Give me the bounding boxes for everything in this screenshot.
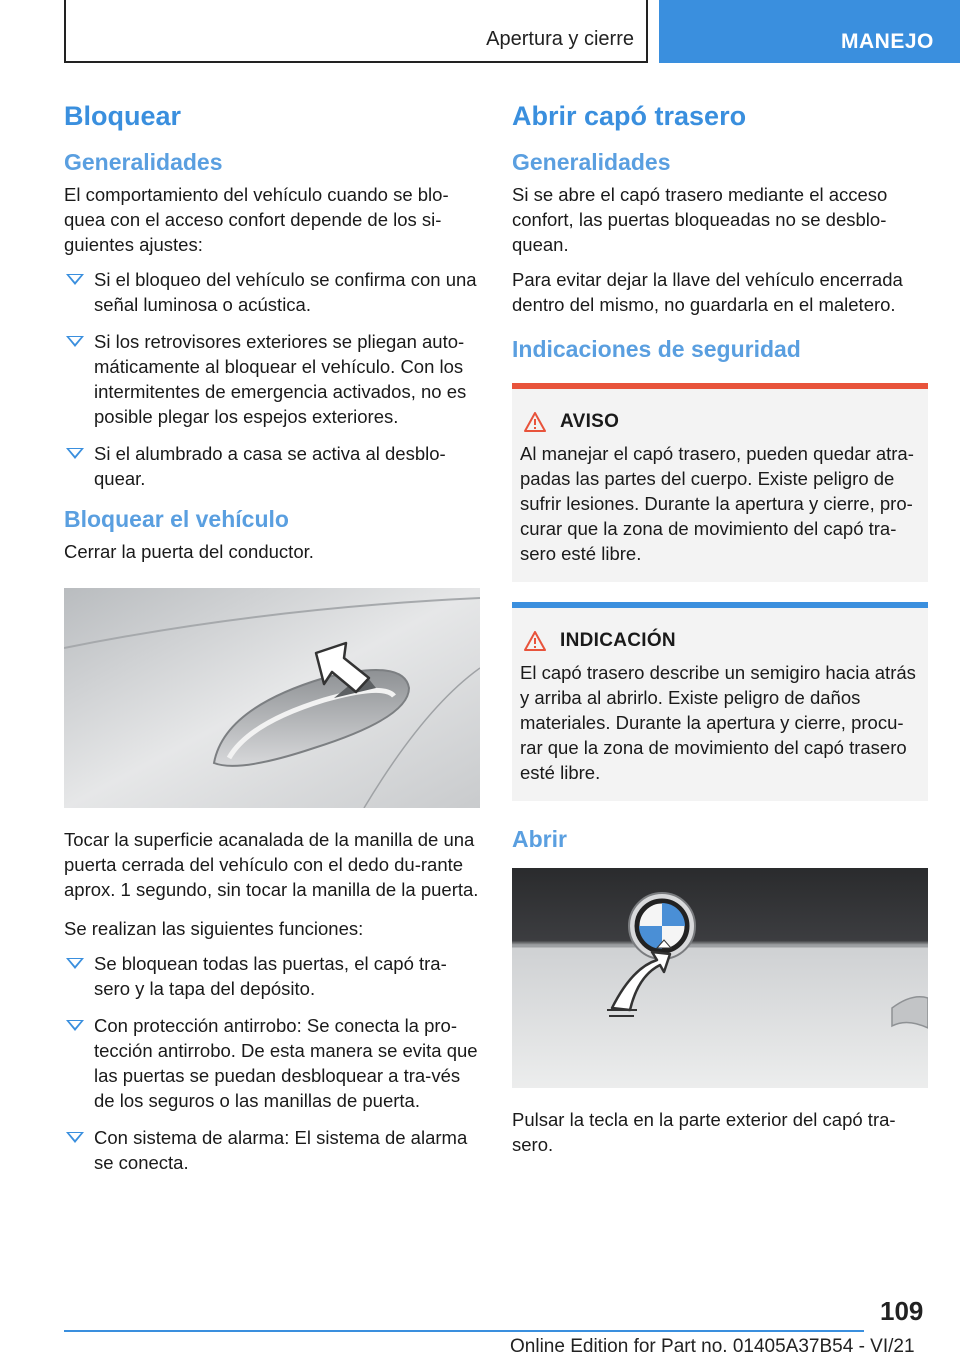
list-item: Si el alumbrado a casa se activa al desblo-quear. xyxy=(64,441,480,491)
warning-box xyxy=(512,383,928,582)
bullet-triangle-icon xyxy=(66,336,84,347)
touch-instruction-text: Tocar la superficie acanalada de la manilla de una puerta cerrada del vehículo con el dedo du-rante aprox. 1 segundo, sin tocar la manilla de la puerta. xyxy=(64,828,479,900)
section-title: Apertura y cierre xyxy=(486,28,634,50)
tailgate-button-illustration xyxy=(512,868,928,1088)
note-title-row xyxy=(520,630,920,652)
list-item: Se bloquean todas las puertas, el capó tra-sero y la tapa del depósito. xyxy=(64,951,480,1001)
functions-intro-text: Se realizan las siguientes funciones: xyxy=(64,917,364,939)
open-heading: Abrir xyxy=(512,825,567,852)
note-box xyxy=(512,602,928,801)
tailgate-button-figure xyxy=(512,868,928,1093)
warning-title-row xyxy=(520,411,920,433)
list-item: Si los retrovisores exteriores se pliegan auto-máticamente al bloquear el vehículo. Con los intermitentes de emergencia activados, no es posible plegar los espejos exteriores. xyxy=(64,329,480,429)
open-instruction-text: Pulsar la tecla en la parte exterior del capó tra-sero. xyxy=(512,1109,896,1156)
bullet-triangle-icon xyxy=(66,448,84,459)
header-section-box xyxy=(64,0,648,63)
warning-text: Al manejar el capó trasero, pueden quedar atra-padas las partes del cuerpo. Existe peligro de sufrir lesiones. Durante la apertura y cierre, pro-curar que la zona de movimiento del capó tra-sero esté libre. xyxy=(520,442,914,564)
door-handle-illustration xyxy=(64,588,480,808)
door-handle-figure xyxy=(64,588,480,813)
warning-triangle-icon xyxy=(524,412,546,432)
lock-title: Bloquear xyxy=(64,101,182,131)
lock-general-text: El comportamiento del vehículo cuando se blo-quea con el acceso confort depende de los si-guientes ajustes: xyxy=(64,183,449,255)
note-text: El capó trasero describe un semigiro hacia atrás y arriba al abrirlo. Existe peligro de daños materiales. Durante la apertura y cierre, procu-rar que la zona de movimiento del capó trasero esté libre. xyxy=(520,661,916,783)
bullet-triangle-icon xyxy=(66,958,84,969)
footer-divider xyxy=(64,1330,864,1332)
note-title: INDICACIÓN xyxy=(560,629,676,651)
lock-general-heading: Generalidades xyxy=(64,148,223,175)
tailgate-general-heading: Generalidades xyxy=(512,148,671,175)
lock-vehicle-heading: Bloquear el vehículo xyxy=(64,505,289,532)
list-item: Si el bloqueo del vehículo se confirma con una señal luminosa o acústica. xyxy=(64,267,480,317)
edition-footer: Online Edition for Part no. 01405A37B54 - VI/21 xyxy=(510,1336,915,1357)
list-item: Con protección antirrobo: Se conecta la pro-tección antirrobo. De esta manera se evita que las puertas se puedan desbloquear a tra-vés de los seguros o las manillas de puerta. xyxy=(64,1013,480,1113)
open-tailgate-title: Abrir capó trasero xyxy=(512,101,747,131)
page-number: 109 xyxy=(880,1296,924,1326)
right-column xyxy=(512,100,928,1167)
left-column xyxy=(64,100,480,1189)
lock-vehicle-text: Cerrar la puerta del conductor. xyxy=(64,540,314,562)
tailgate-general-text-1: Si se abre el capó trasero mediante el acceso confort, las puertas bloqueadas no se desblo-quean. xyxy=(512,183,888,255)
tailgate-general-text-2: Para evitar dejar la llave del vehículo encerrada dentro del mismo, no guardarla en el maletero. xyxy=(512,268,903,315)
bullet-triangle-icon xyxy=(66,1132,84,1143)
bullet-triangle-icon xyxy=(66,1020,84,1031)
warning-title: AVISO xyxy=(560,410,620,432)
warning-triangle-icon xyxy=(524,631,546,651)
chapter-tab[interactable]: MANEJO xyxy=(659,0,960,63)
safety-heading: Indicaciones de seguridad xyxy=(512,335,801,362)
lock-settings-list xyxy=(64,267,480,491)
list-item: Con sistema de alarma: El sistema de alarma se conecta. xyxy=(64,1125,480,1175)
lock-functions-list xyxy=(64,951,480,1175)
bullet-triangle-icon xyxy=(66,274,84,285)
